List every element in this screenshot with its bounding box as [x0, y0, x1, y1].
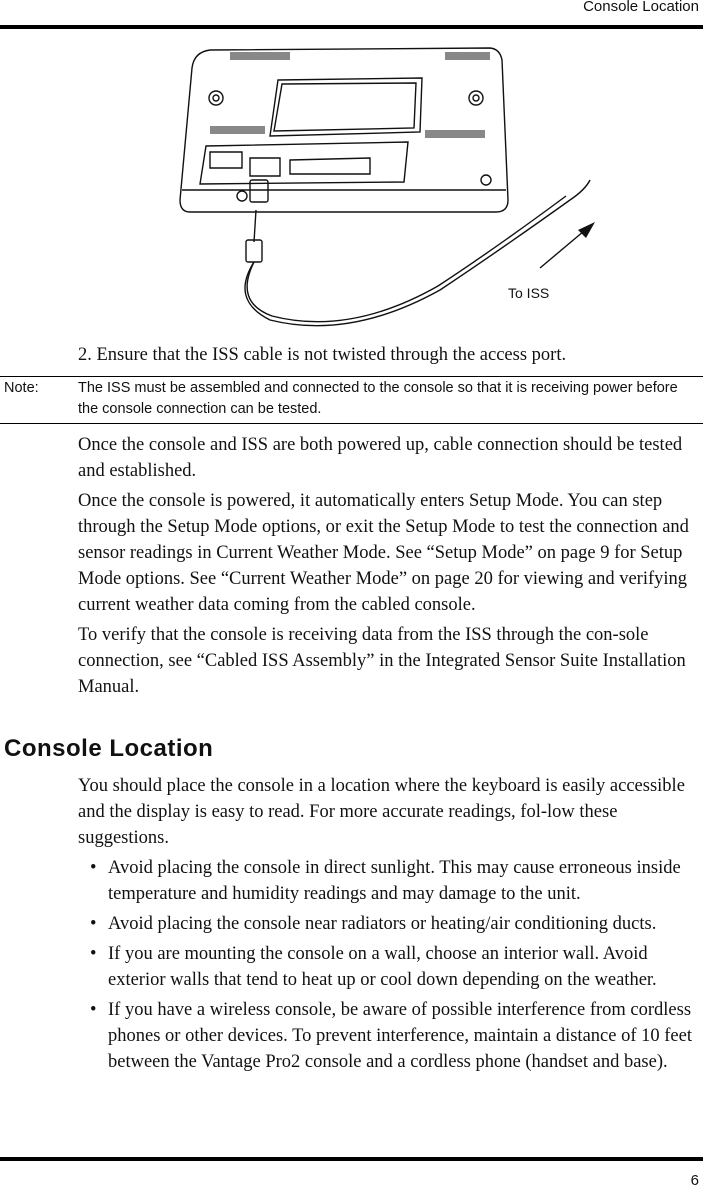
bullet: • — [90, 914, 97, 934]
to-iss-label: To ISS — [508, 285, 550, 301]
step-2: 2. Ensure that the ISS cable is not twisted through the access port. — [78, 345, 567, 365]
note-box — [0, 376, 703, 424]
console-cable-illustration — [170, 40, 610, 335]
note-text: The ISS must be assembled and connected to the console so that it is receiving power before the console connection can be tested. — [78, 380, 678, 417]
section-heading: Console Location — [4, 735, 214, 762]
screw — [209, 91, 223, 105]
running-header: Console Location — [583, 0, 699, 15]
suggestion-list — [78, 855, 699, 1075]
list-item: • Avoid placing the console in direct sunlight. This may cause erroneous inside temperature and humidity readings and may damage to the unit. — [78, 855, 699, 907]
paragraph: Once the console is powered, it automatically enters Setup Mode. You can step through the Setup Mode options, or exit the Setup Mode to test the connection and sensor readings in Current Weather Mode. See “Setup Mode” on page 9 for Setup Mode options. See “Current Weather Mode” on page 20 for viewing and verifying current weather data coming from the cabled console. — [78, 491, 689, 615]
list-item: • If you are mounting the console on a wall, choose an interior wall. Avoid exterior walls that tend to heat up or cool down depending on the weather. — [78, 941, 699, 993]
iss-cable — [254, 210, 256, 242]
footer-rule — [0, 1157, 703, 1161]
note-label: Note: — [4, 380, 39, 396]
bullet: • — [90, 944, 97, 964]
list-item: • Avoid placing the console near radiators or heating/air conditioning ducts. — [78, 911, 699, 937]
battery-compartment — [200, 142, 408, 184]
screw — [481, 175, 491, 185]
screw — [469, 91, 483, 105]
paragraph: To verify that the console is receiving data from the ISS through the con-sole connection, see “Cabled ISS Assembly” in the Integrated Sensor Suite Installation Manual. — [78, 625, 686, 697]
section-intro: You should place the console in a location where the keyboard is easily accessible and the display is easy to read. For more accurate readings, fol-low these suggestions. — [78, 776, 685, 848]
body-text-top — [78, 432, 699, 704]
page-number: 6 — [690, 1172, 699, 1189]
paragraph: Once the console and ISS are both powered up, cable connection should be tested and established. — [78, 435, 683, 481]
section-body — [78, 773, 699, 1079]
bullet: • — [90, 1000, 97, 1020]
list-item: • If you have a wireless console, be aware of possible interference from cordless phones or other devices. To prevent interference, maintain a distance of 10 feet between the Vantage Pro2 console and a cordless phone (handset and base). — [78, 997, 699, 1075]
bullet: • — [90, 858, 97, 878]
header-rule — [0, 25, 703, 29]
cable-connector — [246, 240, 262, 262]
console-display — [270, 78, 422, 136]
